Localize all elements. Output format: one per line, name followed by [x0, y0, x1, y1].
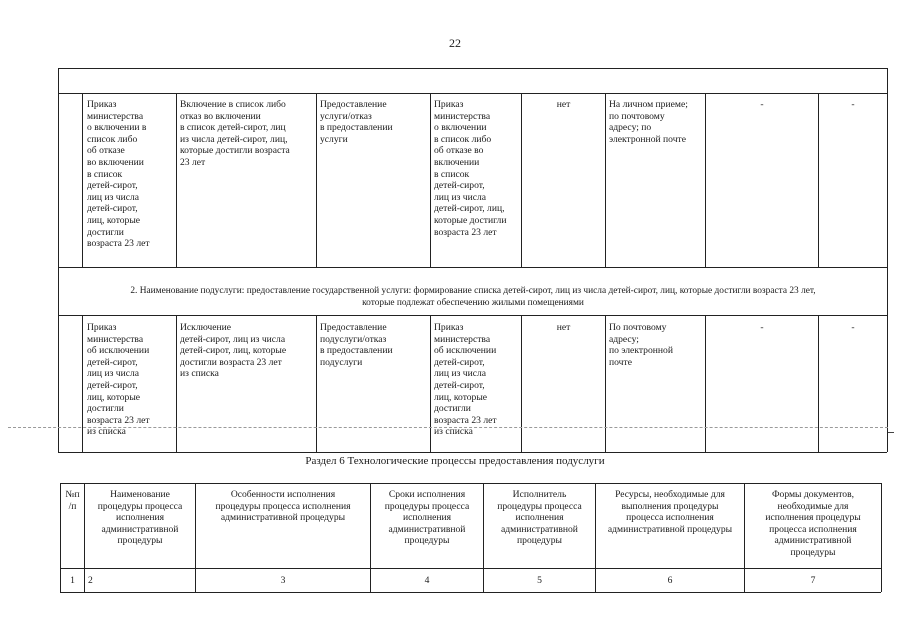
row2-document-name: Приказ министерства об исключении детей-сирот, лиц из числа детей-сирот, лиц, которые достигли возраста 23 лет из списка — [87, 322, 150, 438]
row1-document-form: Приказ министерства о включении в список либо об отказе во включении в список детей-сирот, лиц из числа детей-сирот, лиц, которые достигли возраста 23 лет — [434, 99, 507, 238]
header-number: №п /п — [65, 489, 80, 512]
row1-result-type: Предоставление услуги/отказ в предоставлении услуги — [320, 99, 393, 145]
header-procedure-terms: Сроки исполнения процедуры процесса исполнения административной процедуры — [384, 489, 470, 547]
row1-document-name: Приказ министерства о включении в список либо об отказе во включении в список детей-сирот, лиц из числа детей-сирот, лиц, которые достигли возраста 23 лет — [87, 99, 150, 250]
row2-document-form: Приказ министерства об исключении детей-сирот, лиц из числа детей-сирот, лиц, которые достигли возраста 23 лет из списка — [434, 322, 497, 438]
subservice-heading-line1: 2. Наименование подуслуги: предоставление государственной услуги: формирование списка детей-сирот, лиц из числа детей-сирот, лиц, которые достигли возраста 23 лет, — [130, 286, 816, 296]
row1-storage-mfc: - — [851, 99, 855, 110]
page-number: 22 — [449, 36, 461, 50]
header-document-forms: Формы документов, необходимые для исполнения процедуры процесса исполнения административной процедуры — [765, 489, 861, 558]
column-number-6: 6 — [667, 575, 673, 586]
row1-delivery-methods: На личном приеме; по почтовому адресу; по электронной почте — [609, 99, 688, 145]
column-number-3: 3 — [280, 575, 286, 586]
header-procedure-executor: Исполнитель процедуры процесса исполнения административной процедуры — [497, 489, 582, 547]
row1-sample: нет — [556, 99, 571, 110]
row2-storage-authority: - — [760, 322, 764, 333]
column-number-4: 4 — [424, 575, 430, 586]
subservice-heading-line2: которые подлежат обеспечению жилыми помещениями — [362, 298, 584, 308]
column-number-1: 1 — [70, 575, 75, 586]
scan-artifact-mark — [888, 432, 894, 433]
scan-artifact-line — [8, 427, 888, 428]
column-number-5: 5 — [537, 575, 542, 586]
column-number-7: 7 — [810, 575, 816, 586]
row2-sample: нет — [556, 322, 571, 333]
row1-storage-authority: - — [760, 99, 764, 110]
header-procedure-features: Особенности исполнения процедуры процесса исполнения административной процедуры — [215, 489, 351, 524]
row2-result-type: Предоставление подуслуги/отказ в предоставлении подуслуги — [320, 322, 393, 368]
row2-delivery-methods: По почтовому адресу; по электронной почте — [609, 322, 673, 368]
header-procedure-name: Наименование процедуры процесса исполнения административной процедуры — [97, 489, 183, 547]
row1-result: Включение в список либо отказ во включении в список детей-сирот, лиц из числа детей-сирот, лиц, которые достигли возраста 23 лет — [180, 99, 290, 168]
row2-result: Исключение детей-сирот, лиц из числа детей-сирот, лиц, которые достигли возраста 23 лет из списка — [180, 322, 287, 380]
header-procedure-resources: Ресурсы, необходимые для выполнения процедуры процесса исполнения административной процедуры — [607, 489, 733, 535]
section-title: Раздел 6 Технологические процессы предоставления подуслуги — [305, 455, 605, 467]
row2-storage-mfc: - — [851, 322, 855, 333]
column-number-2: 2 — [88, 575, 93, 586]
